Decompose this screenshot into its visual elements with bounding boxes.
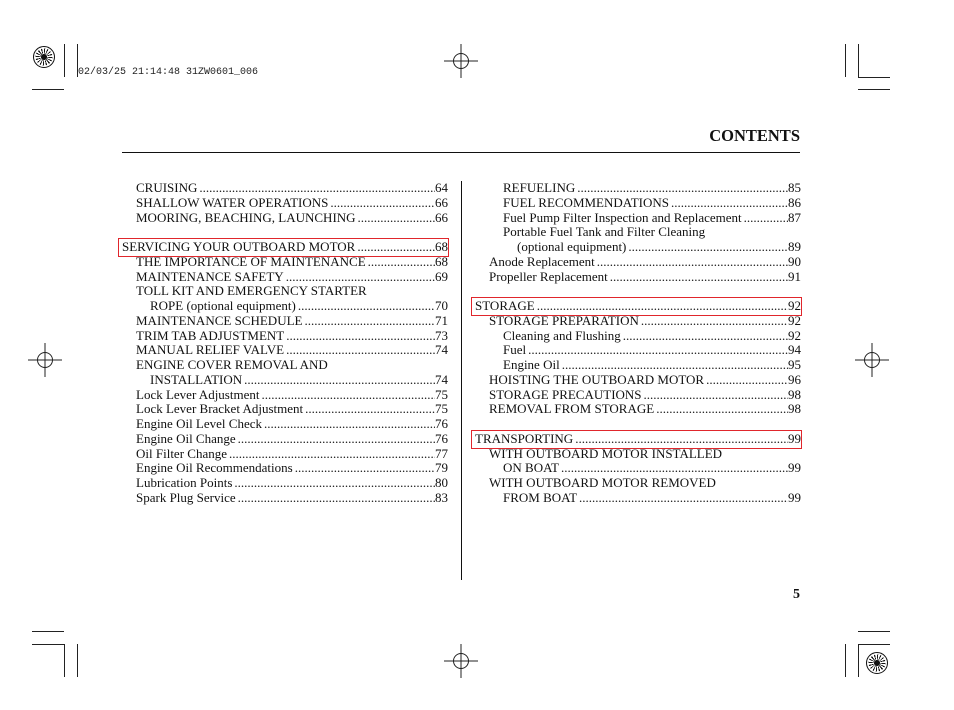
toc-entry[interactable]	[475, 476, 801, 491]
toc-entry-label: FUEL RECOMMENDATIONS	[503, 194, 669, 210]
leader-dots	[227, 447, 435, 462]
toc-entry[interactable]	[122, 476, 448, 491]
toc-entry[interactable]	[475, 329, 801, 344]
crosshair-circle	[454, 654, 469, 669]
crosshair-top-icon	[444, 44, 478, 78]
toc-entry-label: Lubrication Points	[136, 475, 233, 490]
toc-entry-page: 70	[435, 298, 448, 313]
toc-entry-label: Engine Oil Change	[136, 430, 236, 446]
toc-entry-page: 99	[788, 430, 801, 446]
toc-entry[interactable]	[122, 402, 448, 417]
toc-entry-page: 98	[788, 401, 801, 417]
toc-group	[475, 181, 801, 284]
toc-entry[interactable]	[122, 211, 448, 226]
toc-entry[interactable]	[475, 255, 801, 270]
crosshair-left-icon	[28, 343, 62, 377]
toc-entry-page: 71	[435, 312, 448, 328]
toc-entry-label: ENGINE COVER REMOVAL AND	[136, 357, 328, 372]
toc-entry-label: Anode Replacement	[489, 253, 595, 269]
toc-entry-page: 75	[435, 386, 448, 402]
toc-entry[interactable]	[475, 270, 801, 285]
leader-dots	[355, 240, 435, 255]
toc-entry-page: 80	[435, 475, 448, 490]
toc-entry[interactable]	[122, 447, 448, 462]
toc-entry-page: 76	[435, 416, 448, 431]
toc-entry-page: 64	[435, 180, 448, 195]
toc-entry[interactable]	[475, 388, 801, 403]
crosshair-right-icon	[855, 343, 889, 377]
crosshair-circle	[865, 353, 880, 368]
toc-entry-page: 68	[435, 253, 448, 269]
toc-entry[interactable]	[475, 181, 801, 196]
toc-entry[interactable]	[475, 314, 801, 329]
leader-dots	[328, 196, 435, 211]
toc-entry-label: FROM BOAT	[503, 489, 578, 505]
leader-dots	[284, 343, 435, 358]
toc-entry-label: MAINTENANCE SCHEDULE	[136, 312, 303, 328]
toc-entry[interactable]	[122, 461, 448, 476]
toc-entry-page: 69	[435, 268, 448, 284]
leader-dots	[669, 196, 788, 211]
toc-entry[interactable]	[122, 417, 448, 432]
toc-entry[interactable]	[122, 299, 448, 314]
toc-entry-label: (optional equipment)	[517, 239, 627, 254]
toc-entry-label: STORAGE PRECAUTIONS	[489, 386, 642, 402]
toc-entry-label: MOORING, BEACHING, LAUNCHING	[136, 209, 356, 225]
toc-entry-page: 92	[788, 312, 801, 328]
leader-dots	[262, 417, 435, 432]
toc-entry-page: 95	[788, 357, 801, 372]
leader-dots	[639, 314, 788, 329]
leader-dots	[232, 476, 435, 491]
toc-entry-page: 66	[435, 194, 448, 210]
toc-entry-page: 92	[788, 327, 801, 343]
toc-entry[interactable]	[475, 211, 801, 226]
toc-entry[interactable]	[122, 255, 448, 270]
leader-dots	[303, 402, 435, 417]
toc-entry-label: SHALLOW WATER OPERATIONS	[136, 194, 329, 210]
toc-entry-label: WITH OUTBOARD MOTOR INSTALLED	[489, 445, 723, 461]
toc-entry-page: 74	[435, 371, 448, 387]
toc-entry-page: 86	[788, 194, 801, 210]
toc-entry-page: 83	[435, 489, 448, 505]
header-rule	[122, 152, 800, 153]
leader-dots	[560, 358, 788, 373]
toc-section-link[interactable]	[475, 432, 801, 447]
page-number: 5	[793, 587, 800, 602]
toc-entry-label: STORAGE	[475, 298, 535, 313]
toc-entry[interactable]	[122, 358, 448, 373]
toc-entry-page: 87	[788, 209, 801, 225]
column-divider	[461, 181, 462, 580]
toc-entry[interactable]	[122, 491, 448, 506]
toc-entry-page: 75	[435, 401, 448, 417]
toc-entry[interactable]	[122, 432, 448, 447]
registration-mark-icon	[866, 652, 888, 674]
toc-entry-label: Lock Lever Adjustment	[136, 386, 260, 402]
toc-entry-label: Fuel	[503, 342, 527, 358]
toc-entry[interactable]	[122, 388, 448, 403]
toc-entry[interactable]	[122, 343, 448, 358]
toc-entry-page: 73	[435, 327, 448, 343]
toc-entry-label: REMOVAL FROM STORAGE	[489, 401, 655, 417]
toc-entry-page: 85	[788, 180, 801, 195]
toc-entry[interactable]	[475, 196, 801, 211]
toc-entry-page: 91	[788, 268, 801, 284]
leader-dots	[366, 255, 435, 270]
toc-entry-label: SERVICING YOUR OUTBOARD MOTOR	[122, 239, 356, 254]
leader-dots	[284, 270, 435, 285]
toc-entry-label: Engine Oil Level Check	[136, 416, 262, 431]
toc-entry[interactable]	[475, 402, 801, 417]
toc-entry[interactable]	[475, 343, 801, 358]
leader-dots	[608, 270, 788, 285]
toc-entry-label: WITH OUTBOARD MOTOR REMOVED	[489, 475, 716, 490]
toc-entry[interactable]	[475, 225, 801, 240]
print-stamp: 02/03/25 21:14:48 31ZW0601_006	[78, 67, 259, 78]
crosshair-circle	[454, 54, 469, 69]
toc-entry[interactable]	[475, 491, 801, 506]
toc-entry-page: 68	[435, 239, 448, 254]
toc-entry[interactable]	[122, 270, 448, 285]
toc-entry-label: Propeller Replacement	[489, 268, 608, 284]
toc-entry[interactable]	[122, 373, 448, 388]
toc-entry-label: MANUAL RELIEF VALVE	[136, 342, 285, 358]
toc-entry[interactable]	[122, 196, 448, 211]
toc-entry-label: CRUISING	[136, 180, 198, 195]
crosshair-bottom-icon	[444, 644, 478, 678]
toc-entry[interactable]	[122, 181, 448, 196]
toc-entry[interactable]	[475, 373, 801, 388]
leader-dots	[236, 491, 435, 506]
leader-dots	[577, 491, 788, 506]
leader-dots	[642, 388, 788, 403]
toc-entry-label: TRIM TAB ADJUSTMENT	[136, 327, 285, 343]
toc-entry-page: 92	[788, 298, 801, 313]
toc-group	[475, 299, 801, 417]
toc-column-right	[475, 181, 801, 506]
leader-dots	[302, 314, 435, 329]
toc-entry-label: TRANSPORTING	[475, 430, 574, 446]
toc-entry[interactable]	[475, 240, 801, 255]
toc-entry-page: 98	[788, 386, 801, 402]
toc-entry-label: STORAGE PREPARATION	[489, 312, 639, 328]
toc-entry-label: ROPE (optional equipment)	[150, 298, 296, 313]
leader-dots	[356, 211, 435, 226]
leader-dots	[535, 299, 788, 314]
toc-entry-label: TOLL KIT AND EMERGENCY STARTER	[136, 283, 367, 299]
toc-entry-label: Cleaning and Flushing	[503, 327, 621, 343]
toc-entry-label: MAINTENANCE SAFETY	[136, 268, 284, 284]
toc-entry-label: Fuel Pump Filter Inspection and Replacement	[503, 209, 742, 225]
page-title: CONTENTS	[709, 126, 800, 145]
toc-group	[122, 181, 448, 225]
crop-mark-top-right	[846, 44, 891, 90]
toc-entry[interactable]	[475, 447, 801, 462]
leader-dots	[742, 211, 788, 226]
leader-dots	[654, 402, 788, 417]
toc-entry-label: Oil Filter Change	[136, 445, 227, 461]
leader-dots	[526, 343, 788, 358]
toc-entry-page: 99	[788, 489, 801, 505]
leader-dots	[559, 461, 788, 476]
toc-entry[interactable]	[122, 284, 448, 299]
leader-dots	[704, 373, 788, 388]
leader-dots	[236, 432, 435, 447]
toc-group	[475, 432, 801, 506]
toc-entry-page: 66	[435, 209, 448, 225]
toc-entry-label: Engine Oil	[503, 357, 560, 372]
toc-entry-page: 99	[788, 460, 801, 476]
toc-entry-page: 96	[788, 371, 801, 387]
toc-column-left	[122, 181, 448, 506]
leader-dots	[595, 255, 788, 270]
leader-dots	[284, 329, 435, 344]
toc-section-link[interactable]	[475, 299, 801, 314]
toc-entry-page: 94	[788, 342, 801, 358]
crop-mark-bottom-left	[32, 632, 78, 678]
toc-section-link[interactable]	[122, 240, 448, 255]
toc-entry-label: Spark Plug Service	[136, 489, 236, 505]
toc-entry-label: ON BOAT	[503, 460, 559, 476]
toc-entry-label: Portable Fuel Tank and Filter Cleaning	[503, 224, 706, 240]
leader-dots	[242, 373, 435, 388]
toc-entry-label: HOISTING THE OUTBOARD MOTOR	[489, 371, 705, 387]
toc-entry-page: 90	[788, 253, 801, 269]
toc-entry[interactable]	[475, 461, 801, 476]
toc-entry-page: 74	[435, 342, 448, 358]
toc-entry[interactable]	[122, 314, 448, 329]
toc-entry-page: 77	[435, 445, 448, 461]
leader-dots	[296, 299, 435, 314]
leader-dots	[621, 329, 788, 344]
toc-entry[interactable]	[122, 329, 448, 344]
leader-dots	[573, 432, 788, 447]
leader-dots	[626, 240, 788, 255]
toc-entry-label: Lock Lever Bracket Adjustment	[136, 401, 304, 417]
toc-entry-page: 89	[788, 239, 801, 254]
leader-dots	[197, 181, 435, 196]
toc-entry-label: INSTALLATION	[150, 371, 243, 387]
leader-dots	[575, 181, 788, 196]
toc-entry-label: REFUELING	[503, 180, 576, 195]
leader-dots	[293, 461, 435, 476]
toc-entry-page: 79	[435, 460, 448, 476]
toc-entry-label: Engine Oil Recommendations	[136, 460, 293, 476]
toc-group	[122, 240, 448, 506]
toc-entry-label: THE IMPORTANCE OF MAINTENANCE	[136, 253, 366, 269]
registration-mark-icon	[33, 46, 55, 68]
leader-dots	[259, 388, 435, 403]
crosshair-circle	[38, 353, 53, 368]
toc-entry[interactable]	[475, 358, 801, 373]
toc-entry-page: 76	[435, 430, 448, 446]
